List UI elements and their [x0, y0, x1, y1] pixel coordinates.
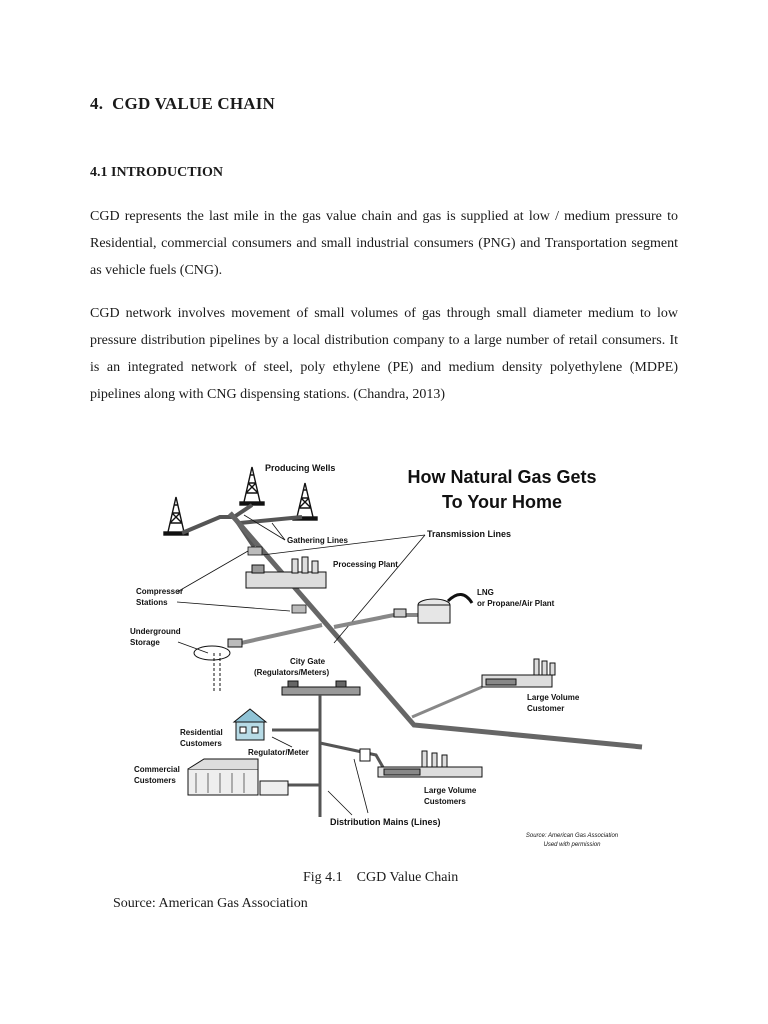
figure-title-line1: How Natural Gas Gets	[407, 467, 597, 487]
processing-plant-icon	[246, 557, 326, 588]
distribution-pointers	[328, 759, 368, 815]
label-city-gate-line2: (Regulators/Meters)	[254, 668, 330, 677]
large-volume-plant-icon	[482, 659, 555, 687]
label-commercial-line1: Commercial	[134, 765, 180, 774]
label-large-volume-line2: Customer	[527, 704, 565, 713]
label-distribution-mains: Distribution Mains (Lines)	[330, 817, 441, 827]
underground-pointer	[178, 642, 208, 653]
label-lng-line1: LNG	[477, 588, 494, 597]
underground-storage-icon	[194, 639, 242, 691]
label-compressor-line2: Stations	[136, 598, 168, 607]
label-producing-wells: Producing Wells	[265, 463, 336, 473]
label-underground-line1: Underground	[130, 627, 181, 636]
figure-caption: Fig 4.1 CGD Value Chain	[303, 870, 459, 885]
label-underground-line2: Storage	[130, 638, 160, 647]
label-compressor-line1: Compressor	[136, 587, 184, 596]
derrick-icon-right	[293, 483, 317, 520]
label-large-volume-line1: Large Volume	[527, 693, 580, 702]
chapter-title: CGD VALUE CHAIN	[112, 94, 276, 113]
section-heading: 4.1 INTRODUCTION	[90, 165, 224, 180]
large-volume-branch	[412, 687, 482, 717]
label-city-gate-line1: City Gate	[290, 657, 326, 666]
regulator-pointer	[272, 737, 292, 747]
label-gathering-lines: Gathering Lines	[287, 536, 348, 545]
label-residential-line1: Residential	[180, 728, 223, 737]
derrick-icon-center	[240, 467, 264, 505]
large-volume-factory-icon	[360, 749, 482, 777]
figure-source: Source: American Gas Association	[113, 896, 308, 911]
label-residential-line2: Customers	[180, 739, 222, 748]
label-large-volume2-line2: Customers	[424, 797, 466, 806]
city-gate-icon	[282, 681, 360, 695]
chapter-number: 4.	[90, 94, 104, 113]
storage-branch-line	[232, 625, 322, 645]
label-lng-line2: or Propane/Air Plant	[477, 599, 555, 608]
label-large-volume2-line1: Large Volume	[424, 786, 477, 795]
derrick-icon-left	[164, 497, 188, 535]
lng-tank-icon	[394, 594, 472, 623]
figure-title-line2: To Your Home	[441, 492, 563, 512]
commercial-building-icon	[188, 759, 288, 795]
label-regulator-meter: Regulator/Meter	[248, 748, 309, 757]
figure-credit-line1: Source: American Gas Association	[525, 833, 619, 839]
gas-value-chain-figure	[122, 447, 648, 857]
residential-house-icon	[234, 709, 266, 740]
label-commercial-line2: Customers	[134, 776, 176, 785]
label-transmission-lines: Transmission Lines	[427, 529, 512, 539]
paragraph-network: CGD network involves movement of small volumes of gas through small diameter medium to low pressure distribution pipelines by a local distribution company to a large number of retail consumers. It is an integrated network of steel, poly ethylene (PE) and medium density polyethylene (MDPE) pipelines along with CNG dispensing stations. (Chandra, 2013)	[90, 306, 678, 402]
figure-credit-line2: Used with permission	[543, 842, 601, 848]
chapter-heading	[90, 94, 275, 114]
label-processing-plant: Processing Plant	[333, 560, 398, 569]
paragraph-intro: CGD represents the last mile in the gas value chain and gas is supplied at low / medium pressure to Residential, commercial consumers and small industrial consumers (PNG) and Transportation segment as vehicle fuels (CNG).	[90, 209, 678, 278]
